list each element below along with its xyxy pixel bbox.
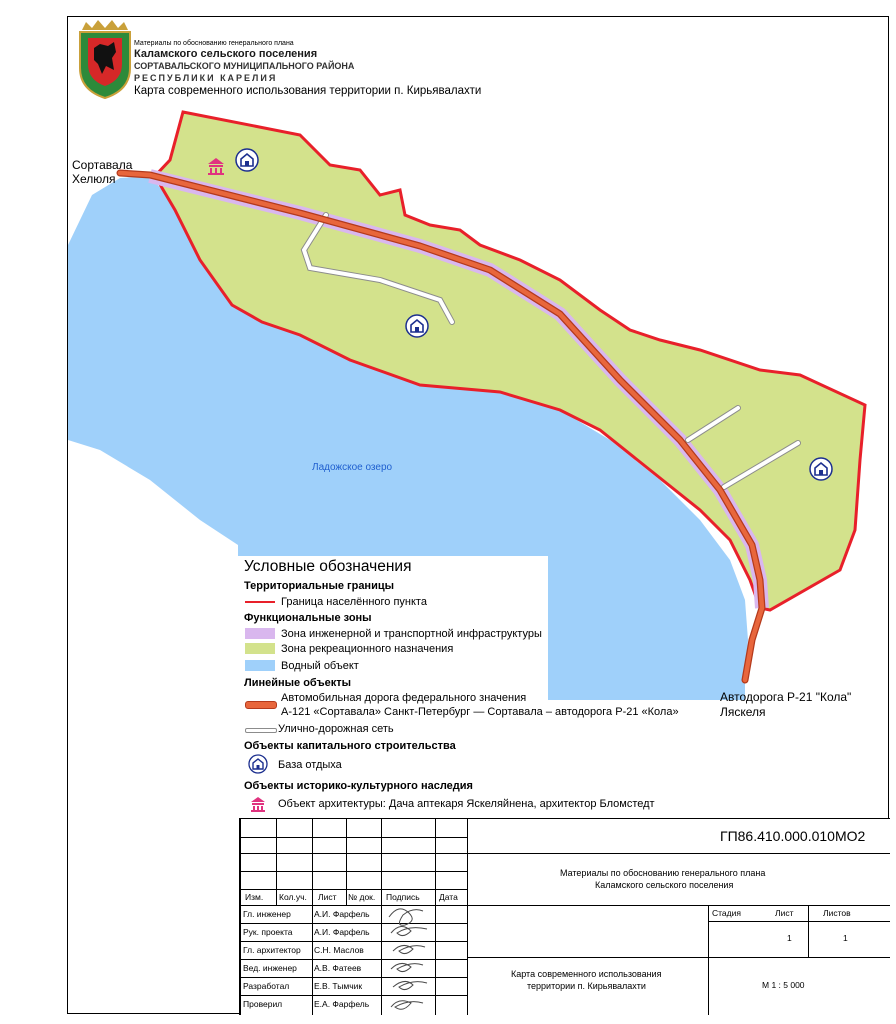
legend-water-swatch — [245, 660, 275, 671]
stamp-person: А.В. Фатеев — [314, 963, 362, 973]
stamp-sheet-label: Лист — [775, 908, 794, 918]
stamp-sheets-label: Листов — [823, 908, 851, 918]
legend-border-label: Граница населённого пункта — [281, 596, 427, 608]
legend-street-label: Улично-дорожная сеть — [278, 723, 394, 735]
stamp-col-date: Дата — [439, 892, 458, 902]
recreation-base-icon — [406, 315, 428, 337]
stamp-person: А.И. Фарфель — [314, 909, 370, 919]
stamp-map-title-2: территории п. Кирьявалахти — [527, 981, 646, 991]
stamp-map-title-1: Карта современного использования — [511, 969, 662, 979]
coat-of-arms-emblem — [76, 18, 134, 102]
stamp-col-doc: № док. — [348, 892, 376, 902]
stamp-scale: М 1 : 5 000 — [762, 980, 805, 990]
stamp-description-1: Материалы по обоснованию генерального плана — [560, 868, 766, 878]
legend-section-borders: Территориальные границы — [244, 580, 394, 592]
header-subtitle: Материалы по обоснованию генерального плана — [134, 40, 294, 47]
stamp-col-qty: Кол.уч. — [279, 892, 307, 902]
stamp-person: Е.А. Фарфель — [314, 999, 370, 1009]
stamp-document-code: ГП86.410.000.010МО2 — [720, 828, 866, 844]
stamp-description-2: Каламского сельского поселения — [595, 880, 734, 890]
legend-road-label-2: А-121 «Сортавала» Санкт-Петербург — Сортавала – автодорога Р-21 «Кола» — [281, 706, 679, 718]
recreation-base-icon — [810, 458, 832, 480]
label-sortavala: Сортавала — [72, 158, 133, 172]
stamp-role: Гл. инженер — [243, 909, 291, 919]
legend-infra-swatch — [245, 628, 275, 639]
legend-infra-label: Зона инженерной и транспортной инфраструктуры — [281, 628, 542, 640]
header-district: СОРТАВАЛЬСКОГО МУНИЦИПАЛЬНОГО РАЙОНА — [134, 61, 355, 71]
label-lyaskelya: Ляскеля — [720, 705, 766, 719]
stamp-person: Е.В. Тымчик — [314, 981, 363, 991]
legend-road-label-1: Автомобильная дорога федерального значения — [281, 692, 527, 704]
stamp-role: Рук. проекта — [243, 927, 293, 937]
legend-heritage-icon — [250, 796, 266, 812]
legend-section-capital: Объекты капитального строительства — [244, 740, 456, 752]
legend-street-swatch — [245, 728, 277, 733]
stamp-stage-label: Стадия — [712, 908, 741, 918]
legend-recreation-label: Зона рекреационного назначения — [281, 643, 454, 655]
lake-label: Ладожское озеро — [312, 462, 393, 473]
legend-section-linear: Линейные объекты — [244, 677, 352, 689]
header-settlement: Каламского сельского поселения — [134, 48, 318, 60]
title-block — [239, 818, 890, 1015]
legend-base-icon — [248, 754, 268, 774]
stamp-person: С.Н. Маслов — [314, 945, 364, 955]
legend-section-heritage: Объекты историко-культурного наследия — [244, 780, 473, 792]
legend-recreation-swatch — [245, 643, 275, 654]
stamp-col-sign: Подпись — [386, 892, 420, 902]
legend-border-swatch — [245, 601, 275, 603]
map-header — [76, 18, 556, 102]
legend-section-zones: Функциональные зоны — [244, 612, 372, 624]
stamp-role: Проверил — [243, 999, 283, 1009]
header-republic: РЕСПУБЛИКИ КАРЕЛИЯ — [134, 73, 278, 83]
stamp-col-rev: Изм. — [245, 892, 264, 902]
stamp-role: Гл. архитектор — [243, 945, 301, 955]
recreation-base-icon — [236, 149, 258, 171]
legend-water-label: Водный объект — [281, 660, 359, 672]
label-highway-kola: Автодорога Р-21 "Кола" — [720, 690, 852, 704]
stamp-role: Вед. инженер — [243, 963, 297, 973]
legend-title: Условные обозначения — [244, 558, 412, 575]
map-title: Карта современного использования территории п. Кирьявалахти — [134, 85, 482, 97]
stamp-role: Разработал — [243, 981, 290, 991]
signatures — [383, 903, 435, 1015]
stamp-person: А.И. Фарфель — [314, 927, 370, 937]
stamp-sheets-value: 1 — [843, 933, 848, 943]
label-helulya: Хелюля — [72, 172, 116, 186]
legend-heritage-label: Объект архитектуры: Дача аптекаря Яскеляйнена, архитектор Бломстедт — [278, 798, 655, 810]
stamp-sheet-value: 1 — [787, 933, 792, 943]
legend-base-label: База отдыха — [278, 759, 342, 771]
stamp-col-sheet: Лист — [318, 892, 337, 902]
legend-road-swatch — [245, 701, 277, 709]
